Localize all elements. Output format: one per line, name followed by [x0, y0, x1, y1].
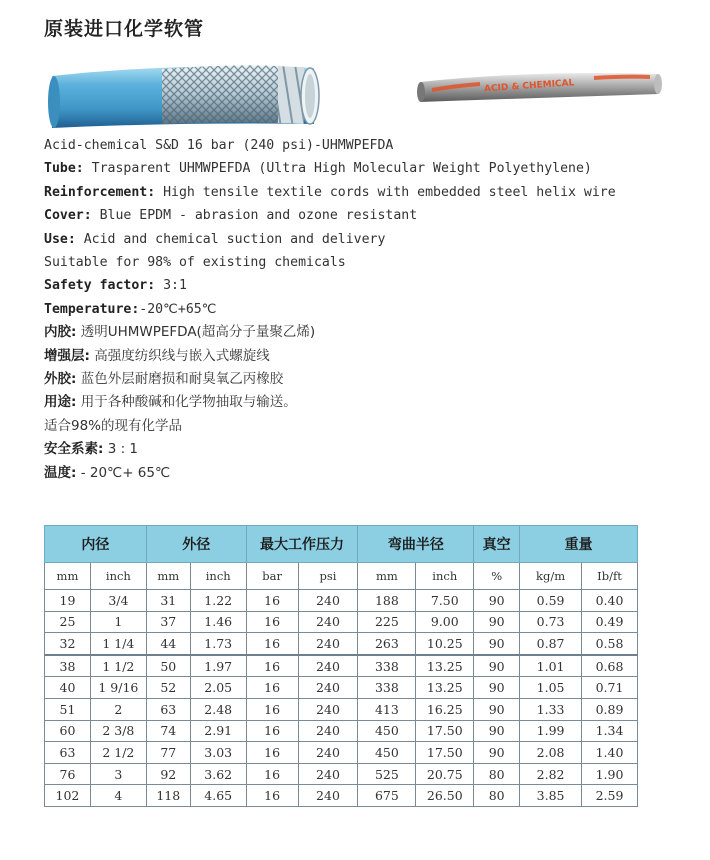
table-cell: 2.05: [190, 677, 246, 699]
header-inner-diameter: 内径: [45, 526, 147, 563]
table-cell: 32: [45, 633, 91, 655]
table-cell: 90: [474, 590, 520, 612]
table-cell: 37: [146, 611, 190, 633]
hose-spec-table: [44, 525, 638, 807]
table-cell: 240: [298, 720, 358, 742]
table-cell: 90: [474, 742, 520, 764]
table-cell: 240: [298, 633, 358, 655]
table-cell: 40: [45, 677, 91, 699]
table-cell: 3.62: [190, 763, 246, 785]
table-cell: 63: [146, 698, 190, 720]
table-cell: 338: [358, 677, 416, 699]
table-cell: 38: [45, 655, 91, 677]
table-cell: 240: [298, 611, 358, 633]
table-cell: 2: [90, 698, 146, 720]
temperature-spec-cn: 温度: - 20℃+ 65℃: [44, 464, 171, 481]
safety-spec-cn: 安全系素: 3 : 1: [44, 441, 139, 458]
table-cell: 1.34: [582, 720, 638, 742]
unit-cell: inch: [190, 563, 246, 590]
cover-spec-cn: 外胶: 蓝色外层耐磨损和耐臭氧乙丙橡胶: [44, 371, 284, 388]
table-cell: 3.85: [520, 785, 582, 807]
table-row: [45, 720, 638, 742]
table-cell: 80: [474, 785, 520, 807]
use-spec-cn-2: 适合98%的现有化学品: [44, 417, 183, 434]
table-cell: 240: [298, 590, 358, 612]
table-cell: 4: [90, 785, 146, 807]
table-cell: 1 1/2: [90, 655, 146, 677]
table-cell: 16: [246, 633, 298, 655]
table-cell: 1.22: [190, 590, 246, 612]
table-cell: 77: [146, 742, 190, 764]
table-cell: 0.68: [582, 655, 638, 677]
safety-spec-en: Safety factor: 3:1: [44, 278, 187, 294]
table-cell: 2 3/8: [90, 720, 146, 742]
table-row: [45, 742, 638, 764]
table-cell: 1.05: [520, 677, 582, 699]
table-row: [45, 590, 638, 612]
table-cell: 3/4: [90, 590, 146, 612]
table-cell: 2.82: [520, 763, 582, 785]
table-cell: 1: [90, 611, 146, 633]
table-cell: 1 9/16: [90, 677, 146, 699]
unit-cell: bar: [246, 563, 298, 590]
table-cell: 16.25: [416, 698, 474, 720]
cover-spec-en: Cover: Blue EPDM - abrasion and ozone resistant: [44, 208, 418, 224]
table-cell: 17.50: [416, 720, 474, 742]
table-cell: 2.59: [582, 785, 638, 807]
header-bend-radius: 弯曲半径: [358, 526, 474, 563]
table-unit-row: [45, 563, 638, 590]
table-row: [45, 677, 638, 699]
table-cell: 225: [358, 611, 416, 633]
table-cell: 17.50: [416, 742, 474, 764]
table-cell: 90: [474, 677, 520, 699]
reinforcement-spec-cn: 增强层: 高强度纺织线与嵌入式螺旋线: [44, 347, 270, 364]
table-cell: 90: [474, 633, 520, 655]
table-cell: 16: [246, 698, 298, 720]
table-cell: 60: [45, 720, 91, 742]
table-cell: 16: [246, 590, 298, 612]
table-cell: 1.99: [520, 720, 582, 742]
table-cell: 1.46: [190, 611, 246, 633]
table-cell: 240: [298, 677, 358, 699]
temperature-spec-en: Temperature:-20℃+65℃: [44, 301, 217, 317]
table-cell: 25: [45, 611, 91, 633]
table-cell: 90: [474, 655, 520, 677]
table-cell: 2.48: [190, 698, 246, 720]
table-cell: 19: [45, 590, 91, 612]
table-cell: 240: [298, 763, 358, 785]
table-row: [45, 611, 638, 633]
unit-cell: mm: [45, 563, 91, 590]
unit-cell: mm: [358, 563, 416, 590]
table-cell: 63: [45, 742, 91, 764]
table-cell: 1 1/4: [90, 633, 146, 655]
table-cell: 51: [45, 698, 91, 720]
table-cell: 0.87: [520, 633, 582, 655]
table-cell: 1.97: [190, 655, 246, 677]
table-cell: 13.25: [416, 677, 474, 699]
table-cell: 450: [358, 720, 416, 742]
table-row: [45, 655, 638, 677]
tube-spec-cn: 内胶: 透明UHMWPEFDA(超高分子量聚乙烯): [44, 324, 316, 341]
table-cell: 16: [246, 720, 298, 742]
table-cell: 675: [358, 785, 416, 807]
table-row: [45, 785, 638, 807]
table-cell: 102: [45, 785, 91, 807]
table-cell: 4.65: [190, 785, 246, 807]
table-cell: 52: [146, 677, 190, 699]
table-cell: 1.40: [582, 742, 638, 764]
table-cell: 16: [246, 742, 298, 764]
table-cell: 20.75: [416, 763, 474, 785]
table-cell: 240: [298, 742, 358, 764]
table-cell: 7.50: [416, 590, 474, 612]
table-cell: 1.01: [520, 655, 582, 677]
table-cell: 240: [298, 698, 358, 720]
table-cell: 13.25: [416, 655, 474, 677]
table-cell: 0.71: [582, 677, 638, 699]
table-cell: 92: [146, 763, 190, 785]
use-spec-en-2: Suitable for 98% of existing chemicals: [44, 255, 346, 271]
table-cell: 31: [146, 590, 190, 612]
red-print-hose-image: [414, 64, 664, 106]
table-cell: 3: [90, 763, 146, 785]
unit-cell: inch: [90, 563, 146, 590]
table-cell: 16: [246, 785, 298, 807]
table-cell: 240: [298, 785, 358, 807]
table-cell: 0.89: [582, 698, 638, 720]
table-cell: 0.40: [582, 590, 638, 612]
header-outer-diameter: 外径: [146, 526, 246, 563]
table-cell: 26.50: [416, 785, 474, 807]
table-cell: 0.58: [582, 633, 638, 655]
table-cell: 90: [474, 611, 520, 633]
table-cell: 50: [146, 655, 190, 677]
use-spec-en: Use: Acid and chemical suction and delivery: [44, 231, 386, 247]
header-weight: 重量: [520, 526, 638, 563]
table-cell: 188: [358, 590, 416, 612]
table-cell: 16: [246, 677, 298, 699]
product-name: Acid-chemical S&D 16 bar (240 psi)-UHMWPEFDA: [44, 138, 394, 153]
table-cell: 2.91: [190, 720, 246, 742]
table-cell: 338: [358, 655, 416, 677]
table-cell: 90: [474, 720, 520, 742]
table-cell: 0.73: [520, 611, 582, 633]
table-cell: 44: [146, 633, 190, 655]
unit-cell: Ib/ft: [582, 563, 638, 590]
table-cell: 0.59: [520, 590, 582, 612]
table-cell: 80: [474, 763, 520, 785]
spec-text-block: [44, 134, 684, 485]
tube-spec-en: Tube: Trasparent UHMWPEFDA (Ultra High Molecular Weight Polyethylene): [44, 161, 592, 177]
table-cell: 10.25: [416, 633, 474, 655]
table-cell: 450: [358, 742, 416, 764]
table-cell: 3.03: [190, 742, 246, 764]
table-header-row: [45, 526, 638, 563]
unit-cell: psi: [298, 563, 358, 590]
table-cell: 16: [246, 611, 298, 633]
page-title: 原装进口化学软管: [44, 18, 205, 40]
table-cell: 9.00: [416, 611, 474, 633]
table-row: [45, 633, 638, 655]
blue-hose-image: [42, 58, 326, 134]
table-row: [45, 763, 638, 785]
reinforcement-spec-en: Reinforcement: High tensile textile cords with embedded steel helix wire: [44, 184, 616, 200]
table-cell: 90: [474, 698, 520, 720]
table-cell: 0.49: [582, 611, 638, 633]
table-cell: 263: [358, 633, 416, 655]
table-cell: 525: [358, 763, 416, 785]
use-spec-cn: 用途: 用于各种酸碱和化学物抽取与输送。: [44, 394, 297, 411]
table-cell: 1.90: [582, 763, 638, 785]
table-cell: 413: [358, 698, 416, 720]
table-cell: 76: [45, 763, 91, 785]
table-cell: 16: [246, 763, 298, 785]
table-cell: 240: [298, 655, 358, 677]
table-cell: 118: [146, 785, 190, 807]
table-cell: 16: [246, 655, 298, 677]
table-body: [45, 590, 638, 807]
unit-cell: kg/m: [520, 563, 582, 590]
header-vacuum: 真空: [474, 526, 520, 563]
table-cell: 1.73: [190, 633, 246, 655]
table-cell: 1.33: [520, 698, 582, 720]
table-cell: 2 1/2: [90, 742, 146, 764]
table-cell: 74: [146, 720, 190, 742]
header-max-pressure: 最大工作压力: [246, 526, 358, 563]
unit-cell: mm: [146, 563, 190, 590]
unit-cell: inch: [416, 563, 474, 590]
unit-cell: %: [474, 563, 520, 590]
table-row: [45, 698, 638, 720]
table-cell: 2.08: [520, 742, 582, 764]
hose-print-text: ACID & CHEMICAL: [483, 78, 575, 95]
